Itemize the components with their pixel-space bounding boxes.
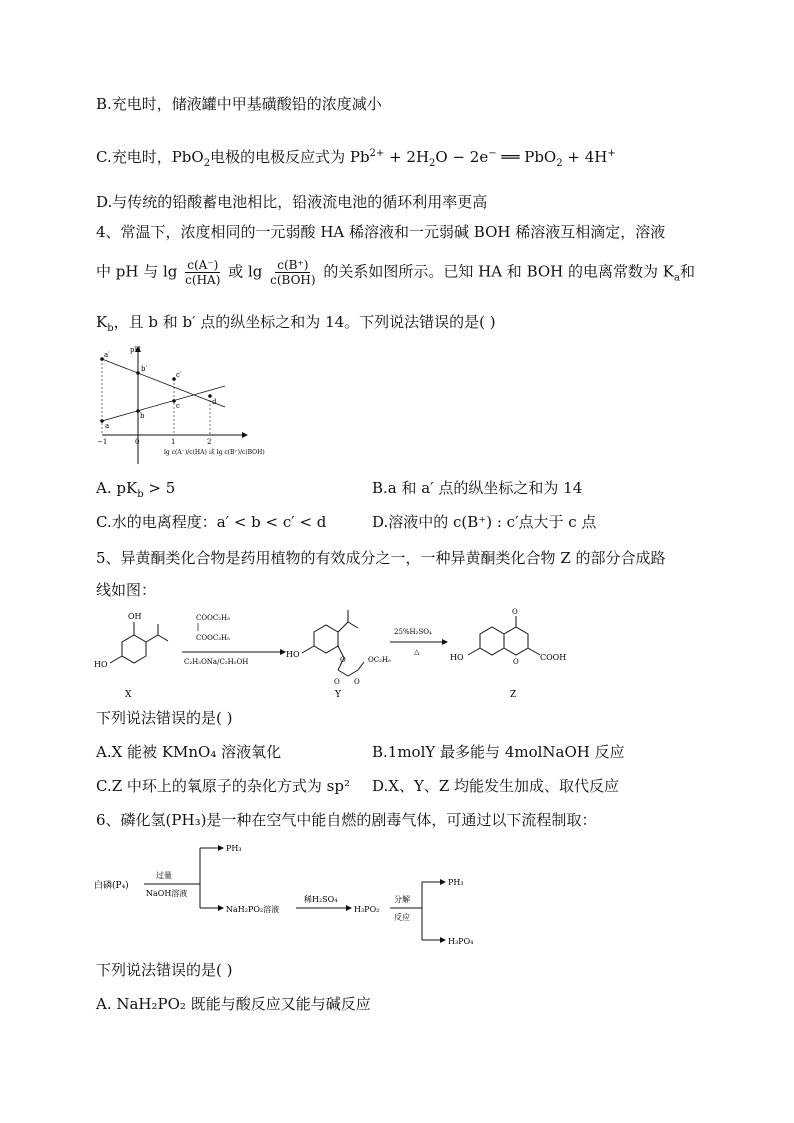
product-nah2po2: NaH₂PO₂溶液 — [226, 905, 280, 914]
reagent-decompose: 分解 — [394, 895, 410, 904]
svg-text:2: 2 — [207, 438, 212, 446]
condition-2: △ — [414, 648, 420, 656]
svg-text:c′: c′ — [176, 371, 182, 379]
product-ph3: PH₃ — [226, 844, 242, 853]
reagent-reaction: 反应 — [394, 913, 410, 922]
condition-1: C₂H₅ONa/C₂H₅OH — [184, 658, 249, 666]
svg-text:O: O — [334, 678, 340, 686]
q5-option-b: B.1molY 最多能与 4molNaOH 反应 — [372, 743, 625, 761]
svg-text:b: b — [140, 412, 145, 420]
svg-text:COOH: COOH — [540, 653, 567, 662]
q5-question: 下列说法错误的是( ) — [96, 709, 233, 727]
fraction-a: $\frac{c(A^-)}{c(HA)}$ — [185, 258, 221, 287]
product-h3po4: H₃PO₄ — [448, 937, 474, 946]
y-axis-label: pH — [130, 346, 141, 354]
svg-text:c: c — [176, 402, 180, 410]
reagent-naoh: NaOH溶液 — [146, 889, 188, 898]
reagent-excess: 过量 — [156, 871, 172, 880]
q4-option-b: B.a 和 a′ 点的纵坐标之和为 14 — [372, 479, 583, 497]
flow-diagram — [92, 836, 512, 956]
option-c: C.充电时，PbO$_2$电极的电极反应式为 $Pb^{2+} + 2H_2O - 2e^-$ ══ PbO$_2$ + 4H+ — [96, 148, 616, 169]
svg-text:1: 1 — [171, 438, 176, 446]
reagent-1b: COOC₂H₅ — [196, 634, 230, 642]
q6-line1: 6、磷化氢(PH₃)是一种在空气中能自燃的剧毒气体，可通过以下流程制取： — [96, 811, 597, 829]
q4-option-a: A. $pK_b > 5$ — [96, 479, 176, 500]
q5-option-c: C.Z 中环上的氧原子的杂化方式为 sp² — [96, 777, 350, 795]
reaction-scheme — [92, 604, 592, 704]
product-ph3-2: PH₃ — [448, 878, 464, 887]
q4-line3: $K_b$，且 b 和 b′ 点的纵坐标之和为 14。下列说法错误的是( ) — [96, 313, 496, 334]
label-x: X — [125, 690, 132, 700]
q5-line2: 线如图： — [96, 581, 157, 599]
ph-graph — [92, 344, 265, 466]
q4-option-d: D.溶液中的 c(B⁺) : c′点大于 c 点 — [372, 513, 597, 531]
svg-text:OH: OH — [128, 612, 142, 621]
svg-text:OC₂H₅: OC₂H₅ — [368, 656, 391, 664]
option-d: D.与传统的铅酸蓄电池相比，铅液流电池的循环利用率更高 — [96, 193, 488, 211]
label-y: Y — [335, 690, 341, 700]
svg-text:O: O — [340, 656, 346, 664]
svg-text:O: O — [512, 608, 518, 616]
svg-text:b′: b′ — [141, 365, 148, 373]
point-a — [100, 419, 104, 423]
product-h3po2: H₃PO₂ — [354, 905, 380, 914]
reagent-h2so4: 稀H₂SO₄ — [304, 895, 338, 904]
svg-text:HO: HO — [450, 653, 464, 662]
q6-question: 下列说法错误的是( ) — [96, 961, 233, 979]
q6-option-a: A. NaH₂PO₂ 既能与酸反应又能与碱反应 — [96, 995, 371, 1013]
q4-line2: 中 pH 与 lg $\frac{c(A^-)}{c(HA)}$ 或 lg $\frac{c(B^+)}{\text{c(BOH)}}$ 的关系如图所示。已知 HA 和 BOH 的电离常数为 $K_a$和 — [96, 258, 695, 287]
q4-option-c: C.水的电离程度：a′ < b < c′ < d — [96, 513, 327, 531]
svg-text:HO: HO — [94, 660, 108, 669]
q4-line1: 4、常温下，浓度相同的一元弱酸 HA 稀溶液和一元弱碱 BOH 稀溶液互相滴定，溶液 — [96, 223, 666, 241]
point-b-prime — [136, 371, 140, 375]
option-b: B.充电时，储液罐中甲基磺酸铅的浓度减小 — [96, 95, 382, 113]
reagent-1a: COOC₂H₅ — [196, 614, 230, 622]
q5-option-a: A.X 能被 KMnO₄ 溶液氧化 — [96, 743, 282, 761]
label-z: Z — [510, 690, 517, 700]
q5-line1: 5、异黄酮类化合物是药用植物的有效成分之一，一种异黄酮类化合物 Z 的部分合成路 — [96, 549, 666, 567]
svg-text:d: d — [212, 398, 217, 406]
svg-text:O: O — [513, 658, 519, 666]
svg-text:lg c(A⁻)/c(HA) 或 lg c(B⁺)/c(BO: lg c(A⁻)/c(HA) 或 lg c(B⁺)/c(BOH) — [164, 449, 265, 456]
fraction-b: $\frac{c(B^+)}{\text{c(BOH)}}$ — [270, 258, 316, 287]
svg-text:O: O — [354, 678, 360, 686]
reagent-2: 25%H₂SO₄ — [394, 628, 432, 636]
svg-text:a: a — [105, 422, 110, 430]
svg-text:HO: HO — [286, 650, 300, 659]
svg-text:a′: a′ — [104, 351, 110, 359]
q5-option-d: D.X、Y、Z 均能发生加成、取代反应 — [372, 777, 620, 795]
svg-text:0: 0 — [135, 438, 140, 446]
flow-start: 白磷(P₄) — [94, 881, 129, 891]
svg-text:−1: −1 — [97, 438, 108, 446]
